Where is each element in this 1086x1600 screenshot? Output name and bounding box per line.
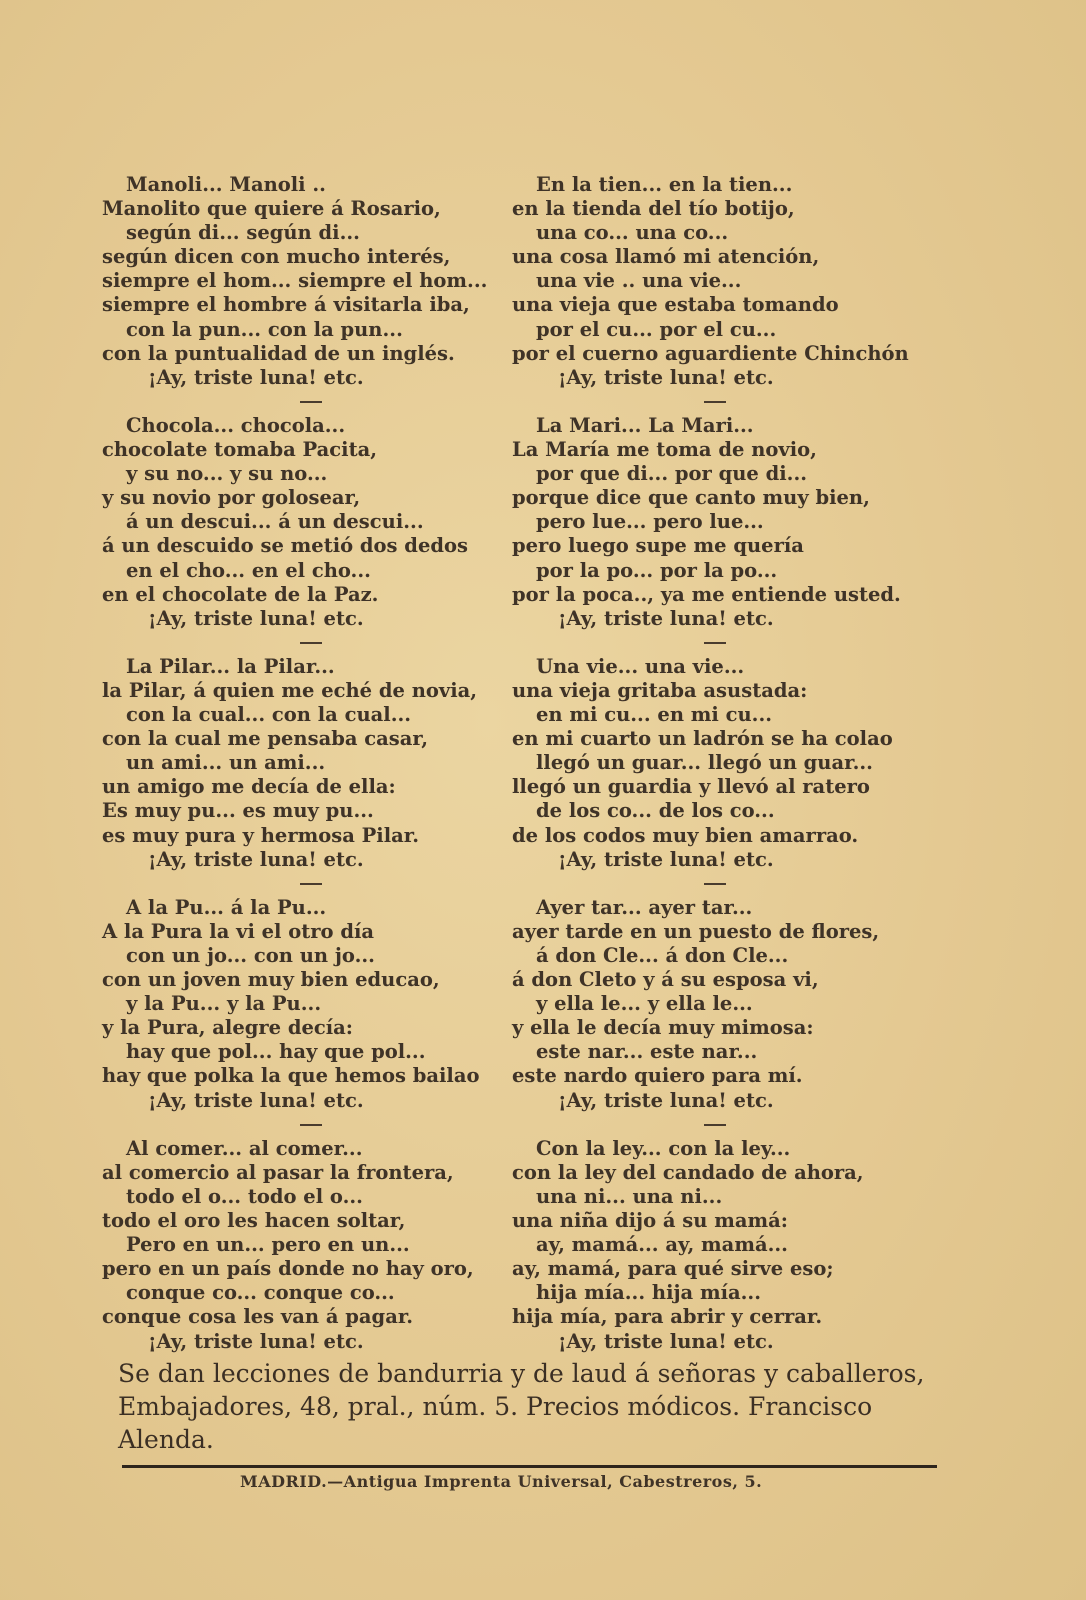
verse-line: una ni... una ni... [536, 1184, 723, 1208]
verse-line: todo el oro les hacen soltar, [102, 1209, 406, 1233]
verse-line: de los codos muy bien amarrao. [512, 823, 859, 847]
verse-line: una vie .. una vie... [536, 269, 742, 293]
verse-line: según di... según di... [126, 221, 360, 245]
verse-line: con un joven muy bien educao, [102, 968, 440, 992]
verse-line: pero en un país donde no hay oro, [102, 1257, 474, 1281]
verse-line: ¡Ay, triste luna! etc. [558, 365, 774, 389]
verse-line: una vieja gritaba asustada: [512, 678, 808, 702]
right-verse-column [512, 173, 982, 1354]
verse-line: Pero en un... pero en un... [126, 1233, 410, 1257]
verse-line: á un descui... á un descui... [126, 510, 424, 534]
verse-line: una co... una co... [536, 221, 729, 245]
verse-line: con la cual me pensaba casar, [102, 727, 429, 751]
verse-line: en la tienda del tío botijo, [512, 197, 795, 221]
verse-line: Ayer tar... ayer tar... [536, 895, 753, 919]
verse-line: ay, mamá, para qué sirve eso; [512, 1257, 834, 1281]
left-verse-column [102, 173, 572, 1354]
verse-line: es muy pura y hermosa Pilar. [102, 823, 420, 847]
verse-line: y su novio por golosear, [102, 486, 361, 510]
verse-line: Una vie... una vie... [536, 654, 745, 678]
verse-line: con un jo... con un jo... [126, 944, 375, 967]
verse-line: En la tien... en la tien... [536, 173, 793, 196]
verse-line: ayer tarde en un puesto de flores, [512, 919, 880, 943]
verse-line: por que di... por que di... [536, 462, 808, 486]
verse-line: hija mía, para abrir y cerrar. [512, 1305, 823, 1329]
verse-line: ¡Ay, triste luna! etc. [148, 1329, 364, 1353]
verse-line: á don Cle... á don Cle... [536, 944, 789, 967]
verse-line: siempre el hom... siempre el hom... [102, 269, 488, 293]
verse-line: en mi cu... en mi cu... [536, 703, 773, 727]
verse-line: en mi cuarto un ladrón se ha colao [512, 727, 893, 751]
verse-line: ¡Ay, triste luna! etc. [148, 847, 364, 871]
verse-line: con la pun... con la pun... [126, 317, 403, 341]
printer-imprint: MADRID.—Antigua Imprenta Universal, Cabestreros, 5. [240, 1472, 763, 1491]
verse-line: con la puntualidad de un inglés. [102, 341, 455, 365]
verse-line: ¡Ay, triste luna! etc. [558, 1329, 774, 1353]
verse-line: Manoli... Manoli .. [126, 173, 326, 196]
verse-line: hay que polka la que hemos bailao [102, 1064, 480, 1088]
verse-line: de los co... de los co... [536, 799, 775, 823]
verse-line: La María me toma de novio, [512, 438, 817, 462]
verse-line: con la cual... con la cual... [126, 703, 412, 727]
verse-line: por el cuerno aguardiente Chinchón [512, 341, 909, 365]
divider-rule [122, 1465, 937, 1468]
verse-line: conque cosa les van á pagar. [102, 1305, 414, 1329]
verse-line: con la ley del candado de ahora, [512, 1160, 864, 1184]
stanza-separator [102, 631, 572, 655]
verse-line: y ella le... y ella le... [536, 992, 753, 1016]
verse-line: llegó un guardia y llevó al ratero [512, 775, 870, 799]
verse-line: á un descuido se metió dos dedos [102, 534, 468, 558]
verse-line: ay, mamá... ay, mamá... [536, 1233, 788, 1257]
verse-line: en el cho... en el cho... [126, 558, 371, 582]
verse-line: este nar... este nar... [536, 1040, 758, 1064]
verse-line: y ella le decía muy mimosa: [512, 1016, 814, 1040]
verse-line: á don Cleto y á su esposa vi, [512, 968, 819, 992]
verse-line: pero luego supe me quería [512, 534, 804, 558]
stanza-separator [102, 1113, 572, 1137]
verse-line: porque dice que canto muy bien, [512, 486, 870, 510]
verse-line: en el chocolate de la Paz. [102, 582, 379, 606]
verse-line: ¡Ay, triste luna! etc. [558, 1088, 774, 1112]
verse-line: y la Pura, alegre decía: [102, 1016, 353, 1040]
verse-line: este nardo quiero para mí. [512, 1064, 803, 1088]
verse-line: ¡Ay, triste luna! etc. [148, 365, 364, 389]
verse-line: por la poca.., ya me entiende usted. [512, 582, 901, 606]
verse-line: pero lue... pero lue... [536, 510, 764, 534]
verse-line: todo el o... todo el o... [126, 1184, 363, 1208]
stanza-separator [512, 631, 982, 655]
verse-line: una niña dijo á su mamá: [512, 1209, 788, 1233]
stanza-separator [512, 872, 982, 896]
verse-line: un amigo me decía de ella: [102, 775, 396, 799]
verse-line: y la Pu... y la Pu... [126, 992, 322, 1016]
stanza-separator [512, 390, 982, 414]
verse-line: Manolito que quiere á Rosario, [102, 197, 441, 221]
stanza-separator [102, 872, 572, 896]
verse-line: un ami... un ami... [126, 751, 326, 775]
verse-line: ¡Ay, triste luna! etc. [558, 847, 774, 871]
verse-line: una vieja que estaba tomando [512, 293, 839, 317]
verse-line: llegó un guar... llegó un guar... [536, 751, 873, 775]
verse-line: conque co... conque co... [126, 1281, 395, 1305]
verse-line: Chocola... chocola... [126, 413, 346, 437]
verse-line: ¡Ay, triste luna! etc. [148, 1088, 364, 1112]
verse-line: Al comer... al comer... [126, 1136, 363, 1160]
lessons-notice: Se dan lecciones de bandurria y de laud á señoras y caballeros, Embajadores, 48, pral., núm. 5. Precios módicos. Francisco Alenda. [118, 1359, 925, 1454]
verse-line: por la po... por la po... [536, 558, 778, 582]
verse-line: una cosa llamó mi atención, [512, 245, 820, 269]
verse-line: hija mía... hija mía... [536, 1281, 762, 1305]
verse-line: ¡Ay, triste luna! etc. [558, 606, 774, 630]
verse-line: A la Pura la vi el otro día [102, 919, 375, 943]
verse-line: hay que pol... hay que pol... [126, 1040, 426, 1064]
verse-line: Es muy pu... es muy pu... [102, 799, 374, 823]
stanza-separator [512, 1113, 982, 1137]
stanza-separator [102, 390, 572, 414]
verse-line: por el cu... por el cu... [536, 317, 777, 341]
verse-line: al comercio al pasar la frontera, [102, 1160, 454, 1184]
verse-line: siempre el hombre á visitarla iba, [102, 293, 470, 317]
verse-line: La Mari... La Mari... [536, 413, 754, 437]
verse-line: A la Pu... á la Pu... [126, 895, 327, 919]
verse-line: Con la ley... con la ley... [536, 1136, 791, 1160]
verse-line: chocolate tomaba Pacita, [102, 438, 378, 462]
verse-line: según dicen con mucho interés, [102, 245, 451, 269]
verse-line: y su no... y su no... [126, 462, 328, 486]
verse-line: la Pilar, á quien me eché de novia, [102, 678, 478, 702]
verse-line: La Pilar... la Pilar... [126, 654, 335, 678]
verse-line: ¡Ay, triste luna! etc. [148, 606, 364, 630]
